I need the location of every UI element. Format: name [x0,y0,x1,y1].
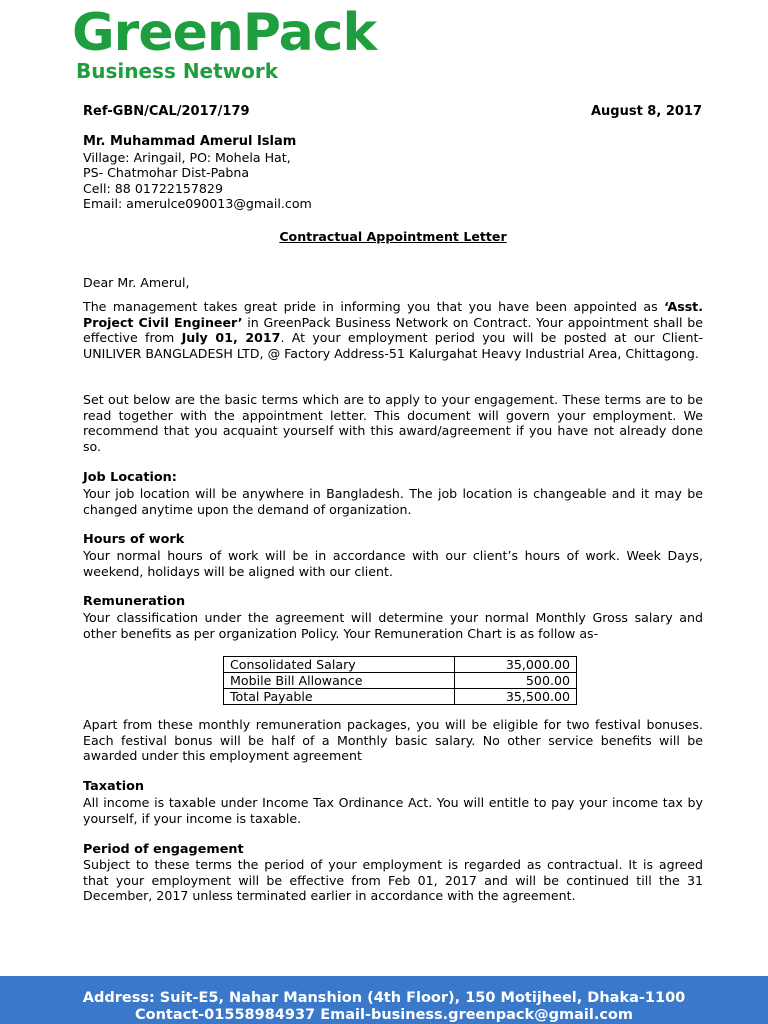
salary-table [223,656,577,705]
remuneration-body: Your classification under the agreement will determine your normal Monthly Gross salary and other benefits as per organization Policy. Your Remuneration Chart is as follow as- [83,610,703,641]
salary-label: Total Payable [224,689,455,705]
recipient-cell: Cell: 88 01722157829 [83,180,223,196]
company-logo [72,3,377,83]
salary-amount: 35,500.00 [454,689,576,705]
table-row [224,657,577,673]
logo-sub-text: Business Network [76,59,279,83]
bonus-paragraph: Apart from these monthly remuneration packages, you will be eligible for two festival bonuses. Each festival bonus will be half of a Monthly basic salary. No other service benefits will be awarded under this employment agreement [83,717,703,763]
job-location-heading: Job Location: [83,470,177,485]
salary-label: Consolidated Salary [224,657,455,673]
letterhead-footer [0,976,768,1024]
effective-date: July 01, 2017 [181,330,281,345]
job-location-body: Your job location will be anywhere in Bangladesh. The job location is changeable and it may be changed anytime upon the demand of organization. [83,486,703,517]
salary-label: Mobile Bill Allowance [224,673,455,689]
footer-address: Address: Suit-E5, Nahar Manshion (4th Floor), 150 Motijheel, Dhaka-1100 [82,990,686,1006]
salutation: Dear Mr. Amerul, [83,275,190,290]
recipient-email: Email: amerulce090013@gmail.com [83,196,312,211]
terms-paragraph: Set out below are the basic terms which are to apply to your engagement. These terms are to be read together with the appointment letter. This document will govern your employment. We recommend that you acquaint yourself with this award/agreement if you have not already done so. [83,392,703,454]
intro-text: . At your employment period you will be posted at our Client-UNILIVER BANGLADESH LTD, @ Factory Address-51 Kalurgahat Heavy Industrial Area, Chittagong. [83,330,703,361]
intro-paragraph [83,299,703,361]
recipient-name: Mr. Muhammad Amerul Islam [83,134,297,149]
taxation-body: All income is taxable under Income Tax Ordinance Act. You will entitle to pay your income tax by yourself, if your income is taxable. [83,795,703,826]
hours-body: Your normal hours of work will be in accordance with our client’s hours of work. Week Days, weekend, holidays will be aligned with our client. [83,548,703,579]
salary-amount: 500.00 [454,673,576,689]
remuneration-heading: Remuneration [83,594,186,609]
table-row [224,689,577,705]
recipient-address [83,134,703,212]
intro-text: in GreenPack Business Network on Contract. Your appointment shall be effective from [83,314,703,345]
reference-number: Ref-GBN/CAL/2017/179 [83,104,250,119]
table-row [224,673,577,689]
logo-main-text: GreenPack [72,3,377,63]
footer-contact: Contact-01558984937 Email-business.greenpack@gmail.com [134,1007,633,1023]
intro-text: The management takes great pride in informing you that you have been appointed as [83,299,665,314]
position-title: ‘Asst. Project Civil Engineer’ [83,299,703,330]
letter-date: August 8, 2017 [590,104,702,119]
address-line: Village: Aringail, PO: Mohela Hat, [83,149,291,165]
period-body: Subject to these terms the period of your employment is regarded as contractual. It is agreed that your employment will be effective from Feb 01, 2017 and will be continued till the 31 December, 2017 unless terminated earlier in accordance with the agreement. [83,857,703,903]
letter-subject: Contractual Appointment Letter [279,229,507,244]
period-heading: Period of engagement [83,842,244,857]
hours-heading: Hours of work [83,532,185,547]
salary-amount: 35,000.00 [454,657,576,673]
taxation-heading: Taxation [83,779,145,794]
address-line: PS- Chatmohar Dist-Pabna [83,165,250,180]
